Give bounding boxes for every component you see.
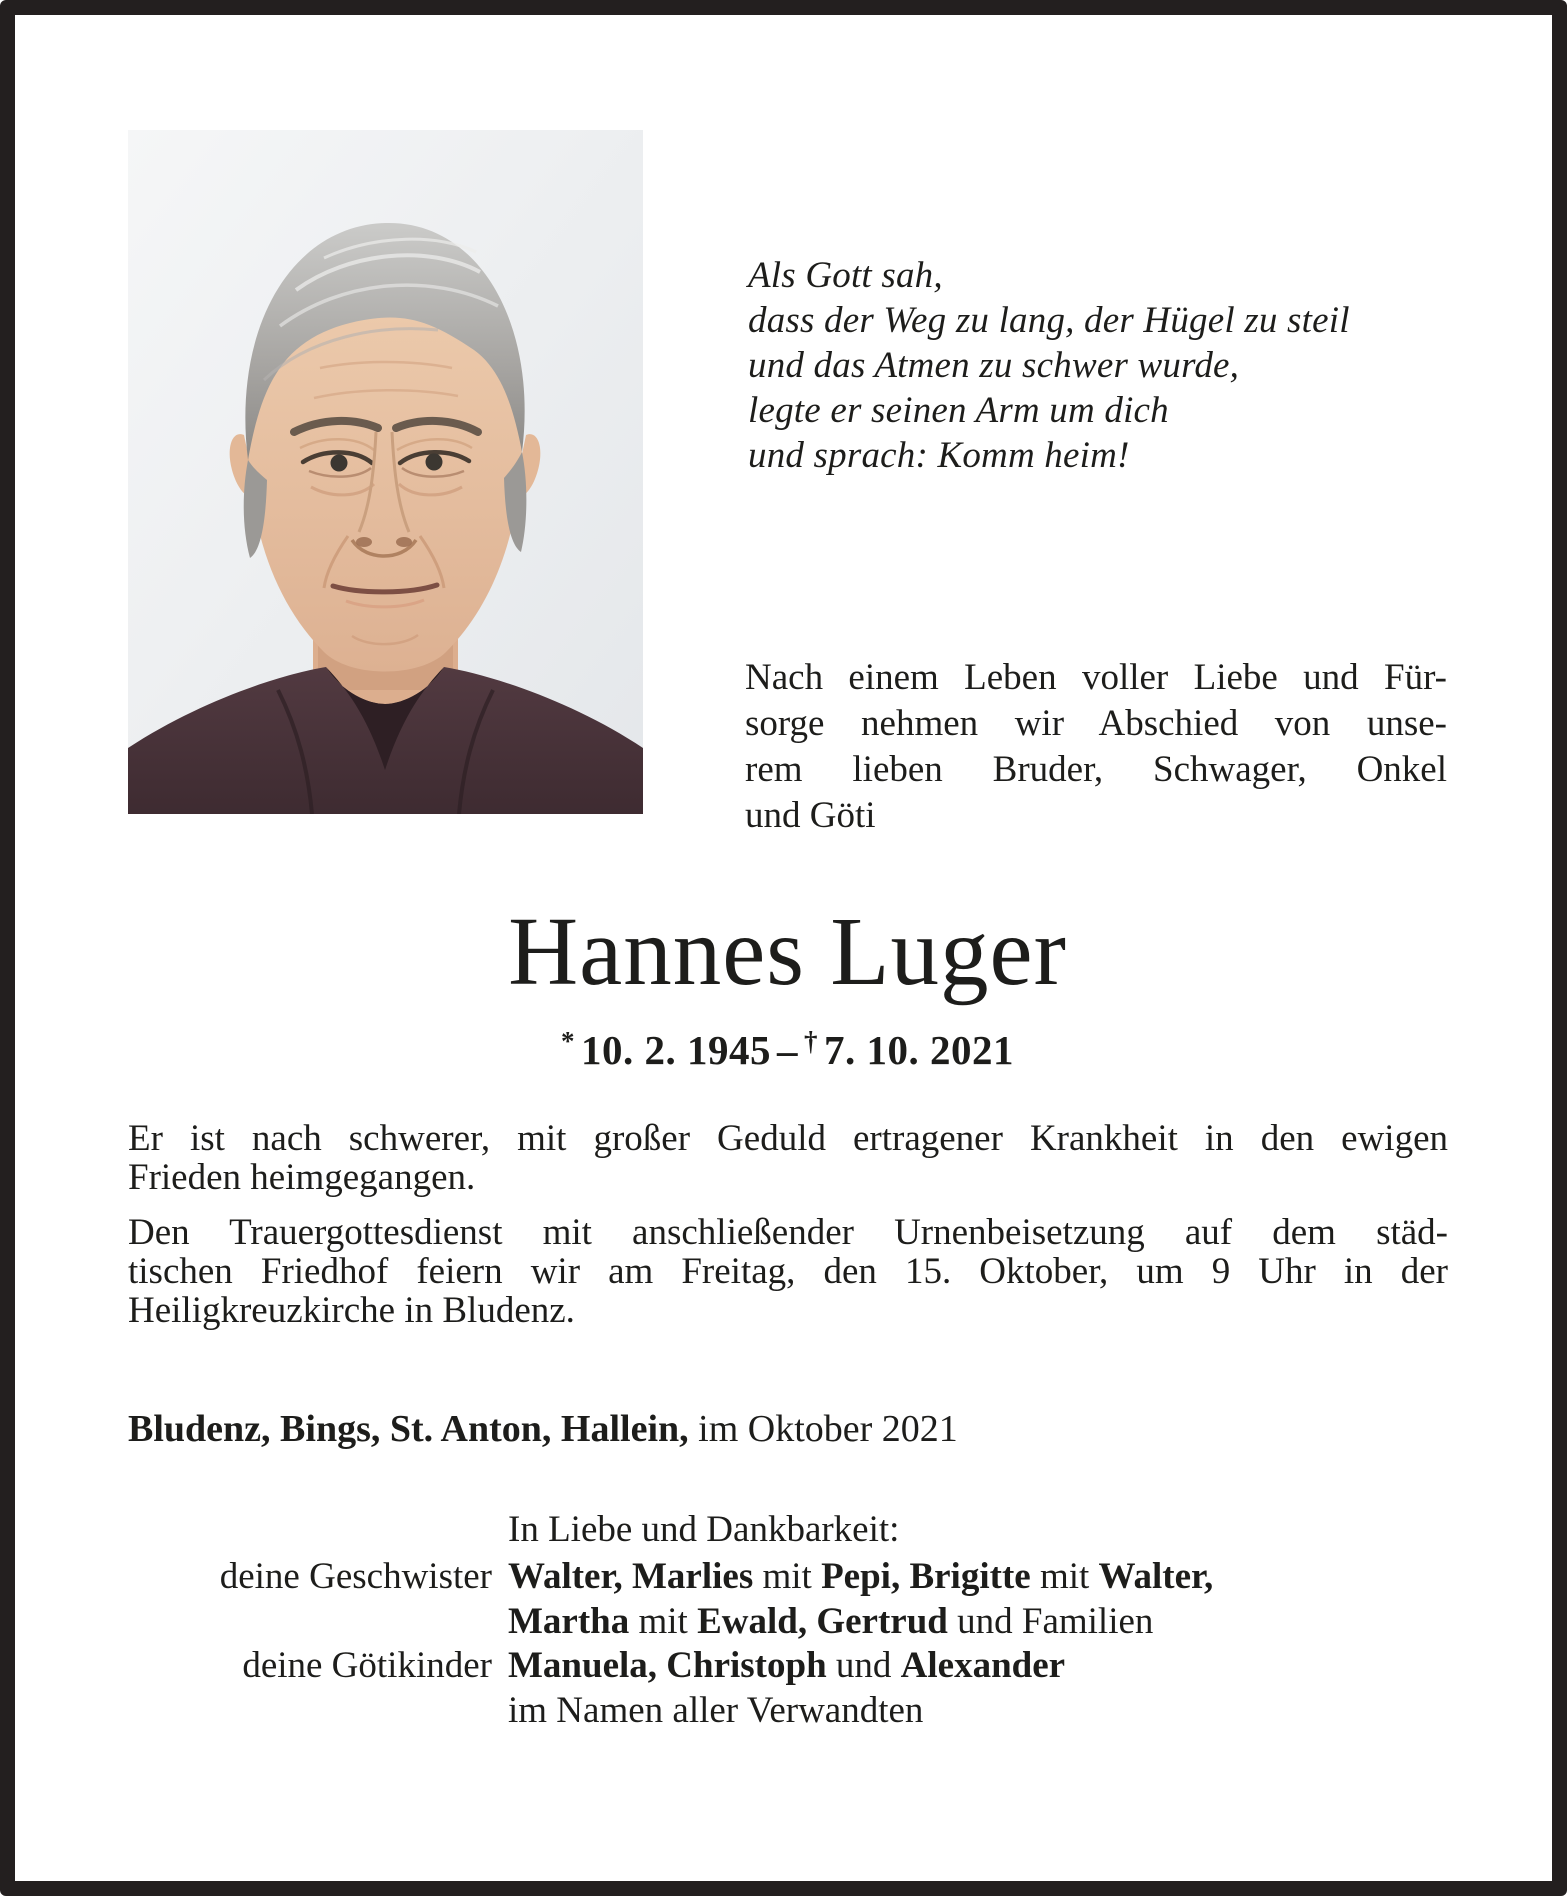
life-dates	[128, 1017, 1447, 1074]
text-line: Heiligkreuzkirche in Bludenz.	[128, 1290, 575, 1331]
obituary-paragraph-2	[128, 1213, 1448, 1330]
family-name-bold: Alexander	[900, 1645, 1066, 1686]
text-line: und Göti	[745, 795, 876, 836]
family-name-regular: mit	[629, 1600, 698, 1642]
family-names	[508, 1600, 1462, 1645]
text-line: Als Gott sah,	[748, 255, 943, 296]
family-name-bold: Martha	[508, 1600, 630, 1642]
obituary-sheet	[15, 15, 1552, 1881]
month-year-regular: im Oktober 2021	[688, 1408, 958, 1450]
memorial-poem	[748, 253, 1468, 478]
text-line: Den Trauergottesdienst mit anschließender Urnenbeisetzung auf dem städ-	[128, 1212, 1448, 1253]
family-name-bold: Pepi, Brigitte	[821, 1556, 1031, 1597]
family-name-bold: Ewald, Gertrud	[697, 1600, 948, 1642]
family-name-regular: im Namen aller Verwandten	[508, 1689, 924, 1731]
family-label: deine Götikinder	[242, 1645, 492, 1686]
family-name-bold: Manuela, Christoph	[508, 1645, 827, 1686]
text-line: dass der Weg zu lang, der Hügel zu steil	[748, 300, 1350, 341]
family-name-regular: und Familien	[947, 1600, 1154, 1642]
text-line: sorge nehmen wir Abschied von unse-	[745, 703, 1447, 744]
text-line: tischen Friedhof feiern wir am Freitag, den 15. Oktober, um 9 Uhr in der	[128, 1251, 1448, 1292]
portrait-illustration	[128, 130, 643, 814]
family-name-regular: mit	[753, 1556, 822, 1597]
family-names	[508, 1689, 1462, 1734]
family-names	[508, 1644, 1462, 1689]
text-line: legte er seinen Arm um dich	[748, 390, 1169, 431]
places-bold: Bludenz, Bings, St. Anton, Hallein,	[128, 1408, 689, 1450]
obituary-paragraph-1	[128, 1119, 1448, 1197]
family-name-bold: Walter, Marlies	[508, 1556, 754, 1597]
death-symbol: †	[804, 1026, 818, 1056]
family-name-regular: und	[826, 1645, 901, 1686]
family-table	[128, 1555, 1462, 1733]
family-name-bold: Walter,	[1098, 1556, 1214, 1597]
family-names	[508, 1555, 1462, 1600]
death-date: 7. 10. 2021	[824, 1027, 1014, 1073]
text-line: und sprach: Komm heim!	[748, 435, 1130, 476]
family-label: deine Geschwister	[219, 1556, 492, 1597]
text-line: Er ist nach schwerer, mit großer Geduld ertragener Krankheit in den ewigen	[128, 1118, 1448, 1159]
deceased-name: Hannes Luger	[508, 898, 1067, 1005]
dates-separator: –	[777, 1027, 798, 1073]
text-line: Frieden heimgegangen.	[128, 1157, 476, 1198]
closing-intro: In Liebe und Dankbarkeit:	[508, 1509, 900, 1550]
family-label	[128, 1600, 492, 1645]
text-line: rem lieben Bruder, Schwager, Onkel	[745, 749, 1447, 790]
family-name-regular: mit	[1030, 1556, 1099, 1597]
family-label	[128, 1689, 492, 1734]
birth-symbol: *	[561, 1026, 575, 1056]
birth-date: 10. 2. 1945	[581, 1027, 771, 1073]
portrait-photo	[128, 130, 643, 814]
text-line: Nach einem Leben voller Liebe und Für-	[745, 657, 1447, 698]
text-line: und das Atmen zu schwer wurde,	[748, 345, 1240, 386]
farewell-intro	[745, 655, 1447, 839]
places-date-line	[128, 1407, 1448, 1451]
